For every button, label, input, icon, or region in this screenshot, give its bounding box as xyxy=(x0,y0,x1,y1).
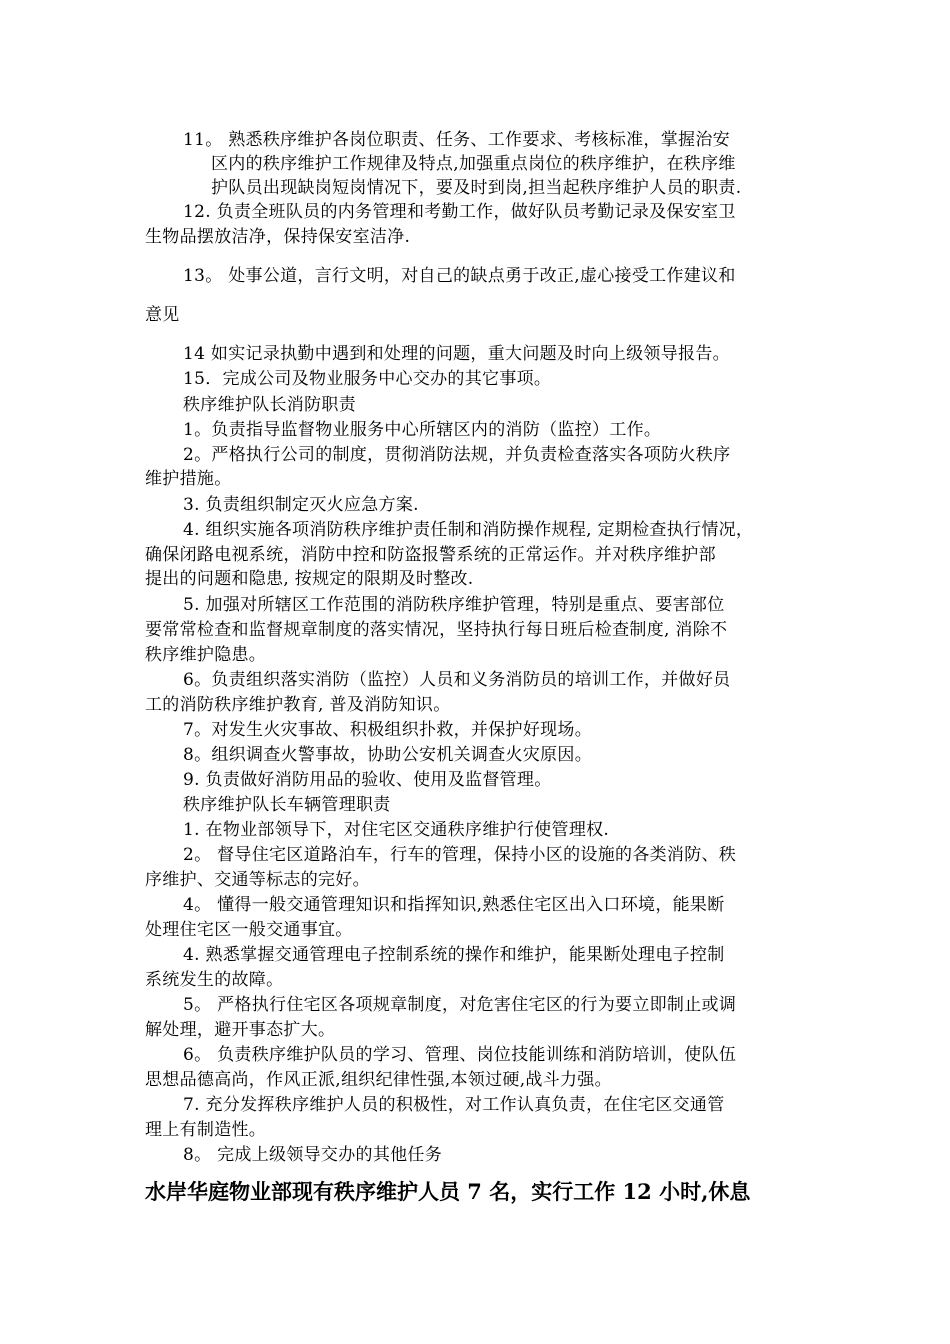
text-line: 要常常检查和监督规章制度的落实情况，坚持执行每日班后检查制度, 消除不 xyxy=(145,620,728,640)
text-line: 意见 xyxy=(145,305,180,325)
text-line: 1。负责指导监督物业服务中心所辖区内的消防（监控）工作。 xyxy=(183,420,662,440)
text-line: 提出的问题和隐患, 按规定的限期及时整改. xyxy=(145,569,474,589)
text-line: 8。 完成上级领导交办的其他任务 xyxy=(183,1145,443,1165)
text-line: 3. 负责组织制定灭火应急方案. xyxy=(183,495,419,515)
text-line: 1. 在物业部领导下，对住宅区交通秩序维护行使管理权. xyxy=(183,820,610,840)
text-line: 13。 处事公道，言行文明，对自己的缺点勇于改正,虚心接受工作建议和 xyxy=(183,266,736,286)
text-line: 思想品德高尚，作风正派,组织纪律性强,本领过硬,战斗力强。 xyxy=(145,1070,612,1090)
text-line: 15．完成公司及物业服务中心交办的其它事项。 xyxy=(183,369,552,389)
text-line: 序维护、交通等标志的完好。 xyxy=(145,870,370,890)
text-line: 4. 熟悉掌握交通管理电子控制系统的操作和维护，能果断处理电子控制 xyxy=(183,945,725,965)
text-line: 系统发生的故障。 xyxy=(145,970,284,990)
text-line: 解处理，避开事态扩大。 xyxy=(145,1020,336,1040)
section-title: 秩序维护队长消防职责 xyxy=(183,395,356,415)
text-line: 6。负责组织落实消防（监控）人员和义务消防员的培训工作，并做好员 xyxy=(183,670,731,690)
text-line: 2。严格执行公司的制度，贯彻消防法规，并负责检查落实各项防火秩序 xyxy=(183,445,731,465)
text-line: 护队员出现缺岗短岗情况下，要及时到岗,担当起秩序维护人员的职责. xyxy=(211,178,742,198)
section-title: 秩序维护队长车辆管理职责 xyxy=(183,795,391,815)
text-line: 6。 负责秩序维护队员的学习、管理、岗位技能训练和消防培训，使队伍 xyxy=(183,1045,737,1065)
bold-heading: 水岸华庭物业部现有秩序维护人员 7 名，实行工作 12 小时,休息 xyxy=(145,1179,751,1204)
text-line: 5. 加强对所辖区工作范围的消防秩序维护管理，特别是重点、要害部位 xyxy=(183,595,725,615)
text-line: 2。 督导住宅区道路泊车，行车的管理，保持小区的设施的各类消防、秩 xyxy=(183,845,737,865)
text-line: 8。组织调查火警事故，协助公安机关调查火灾原因。 xyxy=(183,745,593,765)
text-line: 7。对发生火灾事故、积极组织扑救，并保护好现场。 xyxy=(183,720,593,740)
text-line: 生物品摆放洁净，保持保安室洁净. xyxy=(145,227,411,247)
text-line: 11。 熟悉秩序维护各岗位职责、任务、工作要求、考核标准，掌握治安 xyxy=(183,130,730,150)
text-line: 4。 懂得一般交通管理知识和指挥知识,熟悉住宅区出入口环境，能果断 xyxy=(183,895,725,915)
text-line: 14 如实记录执勤中遇到和处理的问题，重大问题及时向上级领导报告。 xyxy=(183,344,730,364)
text-line: 12. 负责全班队员的内务管理和考勤工作，做好队员考勤记录及保安室卫 xyxy=(183,202,736,222)
text-line: 维护措施。 xyxy=(145,469,232,489)
text-line: 7. 充分发挥秩序维护人员的积极性，对工作认真负责，在住宅区交通管 xyxy=(183,1095,725,1115)
text-line: 处理住宅区一般交通事宜。 xyxy=(145,920,353,940)
text-line: 工的消防秩序维护教育, 普及消防知识。 xyxy=(145,695,451,715)
text-line: 9. 负责做好消防用品的验收、使用及监督管理。 xyxy=(183,770,552,790)
text-line: 理上有制造性。 xyxy=(145,1120,267,1140)
text-line: 确保闭路电视系统，消防中控和防盗报警系统的正常运作。并对秩序维护部 xyxy=(145,545,716,565)
text-line: 区内的秩序维护工作规律及特点,加强重点岗位的秩序维护，在秩序维 xyxy=(211,154,736,174)
text-line: 4. 组织实施各项消防秩序维护责任制和消防操作规程, 定期检查执行情况， xyxy=(183,520,754,540)
text-line: 秩序维护隐患。 xyxy=(145,645,267,665)
text-line: 5。 严格执行住宅区各项规章制度，对危害住宅区的行为要立即制止或调 xyxy=(183,995,737,1015)
